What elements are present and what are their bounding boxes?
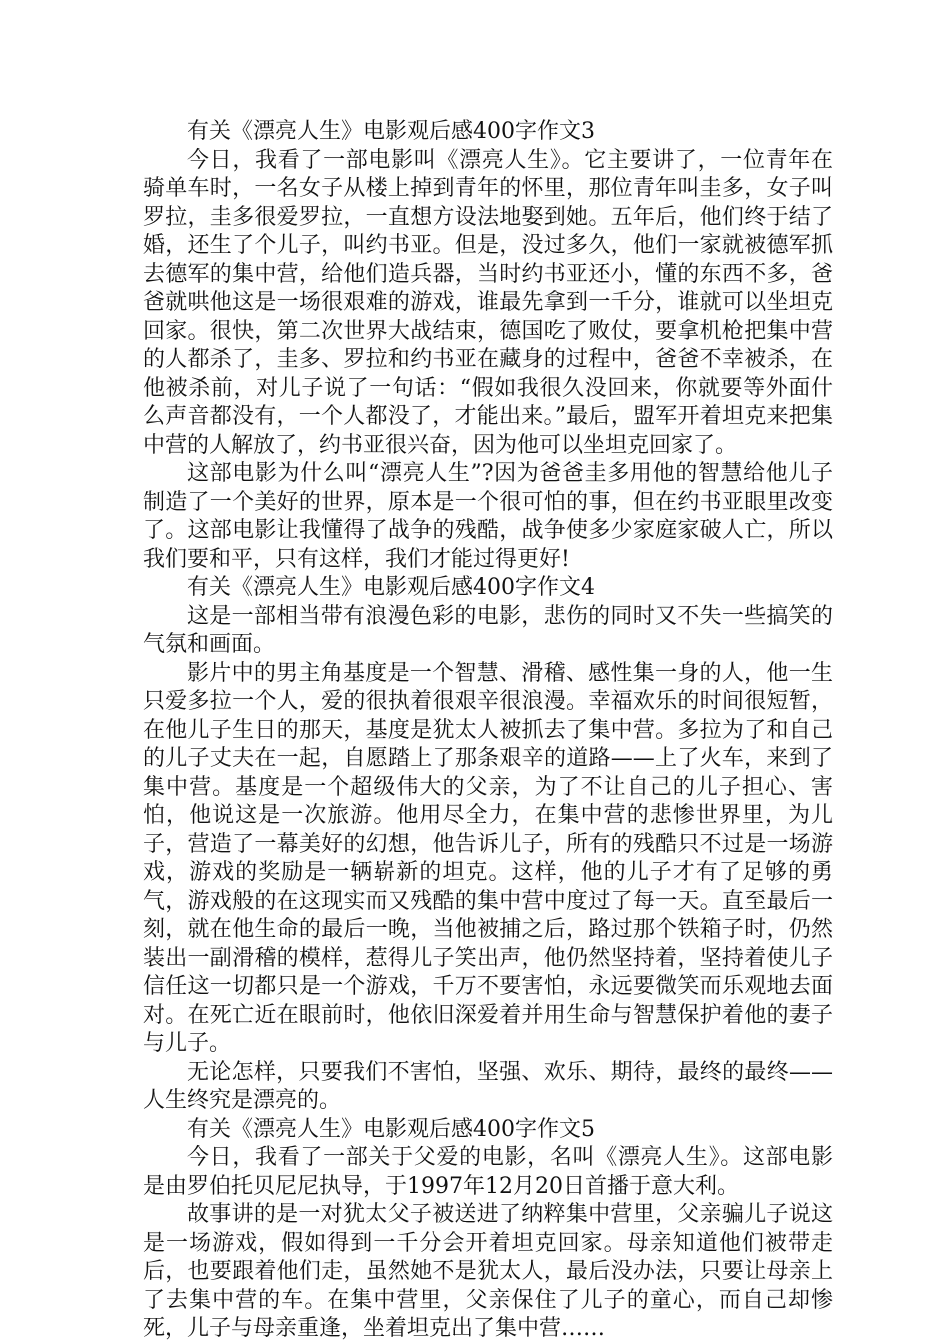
- section-heading: 有关《漂亮人生》电影观后感400字作文3: [187, 119, 595, 144]
- body-paragraph: 今日，我看了一部电影叫《漂亮人生》。它主要讲了，一位青年在骑单车时，一名女子从楼上掉到青年的怀里，那位青年叫圭多，女子叫罗拉，圭多很爱罗拉，一直想方设法地娶到她。五年后，他们终于结了婚，还生了个儿子，叫约书亚。但是，没过多久，他们一家就被德军抓去德军的集中营，给他们造兵器，当时约书亚还小，懂的东西不多，爸爸就哄他这是一场很艰难的游戏，谁最先拿到一千分，谁就可以坐坦克回家。很快，第二次世界大战结束，德国吃了败仗，要拿机枪把集中营的人都杀了，圭多、罗拉和约书亚在藏身的过程中，爸爸不幸被杀，在他被杀前，对儿子说了一句话：“假如我很久没回来，你就要等外面什么声音都没有，一个人都没了，才能出来。”最后，盟军开着坦克来把集中营的人解放了，约书亚很兴奋，因为他可以坐坦克回家了。: [143, 147, 833, 458]
- body-paragraph: 这部电影为什么叫“漂亮人生”?因为爸爸圭多用他的智慧给他儿子制造了一个美好的世界，原本是一个很可怕的事，但在约书亚眼里改变了。这部电影让我懂得了战争的残酷，战争使多少家庭家破人亡，所以我们要和平，只有这样，我们才能过得更好!: [143, 461, 833, 572]
- section-heading: 有关《漂亮人生》电影观后感400字作文4: [187, 575, 595, 600]
- document-page: [143, 118, 833, 1344]
- section-heading: 有关《漂亮人生》电影观后感400字作文5: [187, 1116, 595, 1142]
- body-paragraph: 无论怎样，只要我们不害怕，坚强、欢乐、期待，最终的最终——人生终究是漂亮的。: [143, 1059, 833, 1113]
- body-paragraph: 今日，我看了一部关于父爱的电影，名叫《漂亮人生》。这部电影是由罗伯托贝尼尼执导，于1997年12月20日首播于意大利。: [143, 1145, 833, 1199]
- body-paragraph: 这是一部相当带有浪漫色彩的电影，悲伤的同时又不失一些搞笑的气氛和画面。: [143, 603, 833, 657]
- body-paragraph: 影片中的男主角基度是一个智慧、滑稽、感性集一身的人，他一生只爱多拉一个人，爱的很执着很艰辛很浪漫。幸福欢乐的时间很短暂，在他儿子生日的那天，基度是犹太人被抓去了集中营。多拉为了和自己的儿子丈夫在一起，自愿踏上了那条艰辛的道路——上了火车，来到了集中营。基度是一个超级伟大的父亲，为了不让自己的儿子担心、害怕，他说这是一次旅游。他用尽全力，在集中营的悲惨世界里，为儿子，营造了一幕美好的幻想，他告诉儿子，所有的残酷只不过是一场游戏，游戏的奖励是一辆崭新的坦克。这样，他的儿子才有了足够的勇气，游戏般的在这现实而又残酷的集中营中度过了每一天。直至最后一刻，就在他生命的最后一晚，当他被捕之后，路过那个铁箱子时，仍然装出一副滑稽的模样，惹得儿子笑出声，他仍然坚持着，坚持着使儿子信任这一切都只是一个游戏，千万不要害怕，永远要微笑而乐观地去面对。在死亡近在眼前时，他依旧深爱着并用生命与智慧保护着他的妻子与儿子。: [143, 660, 833, 1056]
- body-paragraph: 故事讲的是一对犹太父子被送进了纳粹集中营里，父亲骗儿子说这是一场游戏，假如得到一千分会开着坦克回家。母亲知道他们被带走后，也要跟着他们走，虽然她不是犹太人，最后没办法，只要让母亲上了去集中营的车。在集中营里，父亲保住了儿子的童心，而自己却惨死，儿子与母亲重逢，坐着坦克出了集中营……: [143, 1202, 833, 1341]
